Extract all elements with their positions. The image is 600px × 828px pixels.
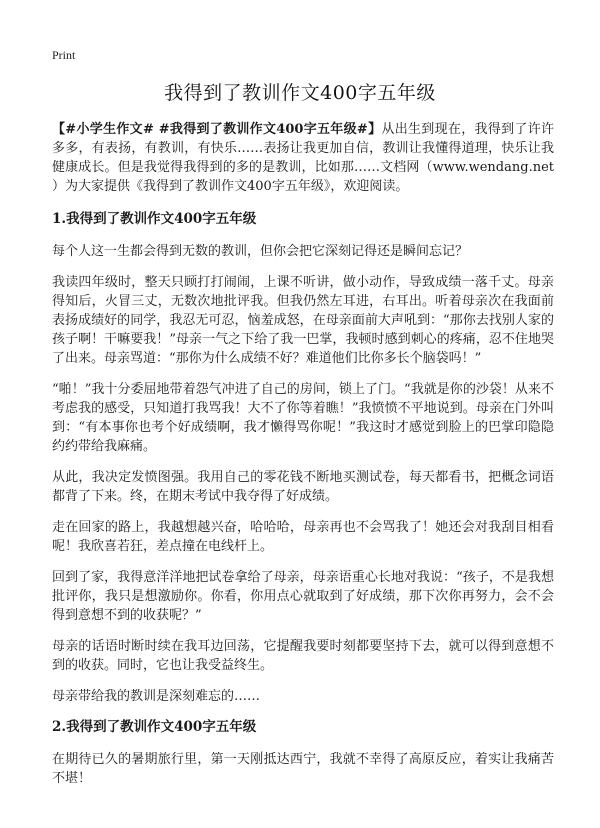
section-heading-1: 1.我得到了教训作文400字五年级 bbox=[52, 211, 257, 227]
paragraph: “啪！”我十分委屈地带着怨气冲进了自己的房间，锁上了门。“我就是你的沙袋！从来不考虑我的感受，只知道打我骂我！大不了你等着瞧！”我愤愤不平地说到。母亲在门外叫到：“有本事你也考个好成绩啊，我才懒得骂你呢！”我这时才感觉到脸上的巴掌印隐隐约约带给我麻痛。 bbox=[52, 382, 554, 454]
paragraph: 走在回家的路上，我越想越兴奋，哈哈哈，母亲再也不会骂我了！她还会对我刮目相看呢！我欣喜若狂，差点撞在电线杆上。 bbox=[52, 520, 554, 554]
paragraph: 母亲的话语时断时续在我耳边回荡，它提醒我要时刻都要坚持下去，就可以得到意想不到的收获。同时，它也让我受益终生。 bbox=[52, 639, 554, 673]
paragraph: 母亲带给我的教训是深刻难忘的…… bbox=[52, 689, 261, 704]
intro-lead: 【#小学生作文# #我得到了教训作文400字五年级#】 bbox=[52, 122, 382, 137]
print-link[interactable]: Print bbox=[52, 48, 76, 62]
section-heading-2: 2.我得到了教训作文400字五年级 bbox=[52, 719, 257, 735]
paragraph: 在期待已久的暑期旅行里，第一天刚抵达西宁，我就不幸得了高原反应，着实让我痛苦不堪！ bbox=[52, 752, 554, 786]
paragraph: 每个人这一生都会得到无数的教训，但你会把它深刻记得还是瞬间忘记？ bbox=[52, 244, 469, 259]
paragraph: 从此，我决定发愤图强。我用自己的零花钱不断地买测试卷，每天都看书，把概念词语都背了下来。终，在期末考试中我夺得了好成绩。 bbox=[52, 470, 554, 504]
paragraph: 我读四年级时，整天只顾打打闹闹，上课不听讲，做小动作，导致成绩一落千丈。母亲得知后，火冒三丈，无数次地批评我。但我仍然左耳进，右耳出。听着母亲次在我面前表扬成绩好的同学，我忍无可忍，恼羞成怒，在母亲面前大声吼到：“那你去找别人家的孩子啊！干嘛要我！”母亲一气之下给了我一巴掌，我顿时感到刺心的疼痛，忍不住地哭了出来。母亲骂道：“那你为什么成绩不好？难道他们比你多长个脑袋吗！” bbox=[52, 275, 554, 366]
intro-text: 从出生到现在，我得到了许许多多，有表扬，有教训，有快乐……表扬让我更加自信，教训让我懂得道理，快乐让我健康成长。但是我觉得我得到的多的是教训，比如那……文档网（www.wendang.net ）为大家提供《我得到了教训作文400字五年级》，欢迎阅读。 bbox=[52, 122, 554, 194]
intro-paragraph bbox=[52, 120, 554, 196]
page-title: 我得到了教训作文400字五年级 bbox=[164, 82, 436, 104]
paragraph: 回到了家，我得意洋洋地把试卷拿给了母亲，母亲语重心长地对我说：“孩子，不是我想批评你，我只是想激励你。你看，你用点心就取到了好成绩，那下次你再努力，会不会得到意想不到的收获呢？” bbox=[52, 570, 554, 623]
article-body bbox=[52, 120, 554, 800]
